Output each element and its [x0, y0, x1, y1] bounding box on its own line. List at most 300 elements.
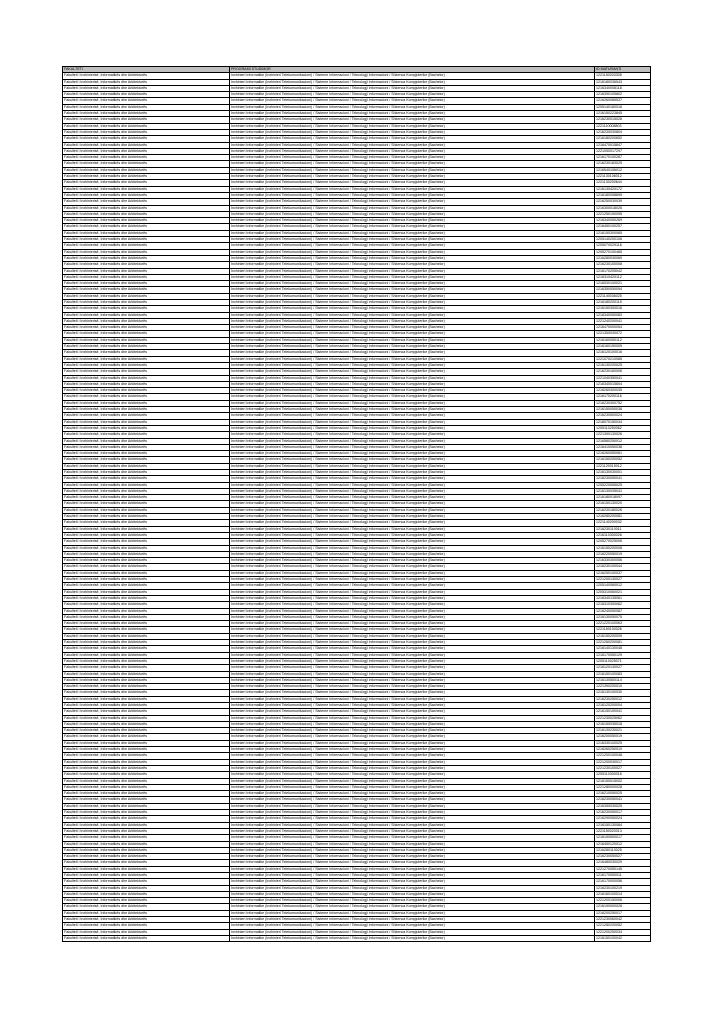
cell-program: Inxhinieri Informatike (Inxhinieri Telekomunikacioni) / Sisteme Informacioni / Teknologji Informacioni / Shkenca Kompjuterike (Bachelor) [230, 646, 595, 652]
cell-program: Inxhinieri Informatike (Inxhinieri Telekomunikacioni) / Sisteme Informacioni / Teknologji Informacioni / Shkenca Kompjuterike (Bachelor) [230, 293, 595, 299]
cell-student-id: 1216260050061 [595, 451, 651, 457]
cell-student-id: 1221200130027 [595, 577, 651, 583]
cell-program: Inxhinieri Informatike (Inxhinieri Telekomunikacioni) / Sisteme Informacioni / Teknologji Informacioni / Shkenca Kompjuterike (Bachelor) [230, 854, 595, 860]
cell-faculty: Fakulteti i Inxhinierisë, Informatikës dhe Arkitekturës [63, 791, 230, 797]
cell-program: Inxhinieri Informatike (Inxhinieri Telekomunikacioni) / Sisteme Informacioni / Teknologji Informacioni / Shkenca Kompjuterike (Bachelor) [230, 602, 595, 608]
cell-faculty: Fakulteti i Inxhinierisë, Informatikës dhe Arkitekturës [63, 854, 230, 860]
cell-program: Inxhinieri Informatike (Inxhinieri Telekomunikacioni) / Sisteme Informacioni / Teknologji Informacioni / Shkenca Kompjuterike (Bachelor) [230, 249, 595, 255]
cell-faculty: Fakulteti i Inxhinierisë, Informatikës dhe Arkitekturës [63, 923, 230, 929]
cell-student-id: 1221390130026 [595, 432, 651, 438]
cell-program: Inxhinieri Informatike (Inxhinieri Telekomunikacioni) / Sisteme Informacioni / Teknologji Informacioni / Shkenca Kompjuterike (Bachelor) [230, 419, 595, 425]
cell-program: Inxhinieri Informatike (Inxhinieri Telekomunikacioni) / Sisteme Informacioni / Teknologji Informacioni / Shkenca Kompjuterike (Bachelor) [230, 583, 595, 589]
cell-student-id: 1216330100025 [595, 740, 651, 746]
cell-student-id: 1216230300752 [595, 400, 651, 406]
cell-student-id: 1221130200644 [595, 180, 651, 186]
cell-student-id: 1216190500017 [595, 835, 651, 841]
cell-student-id: 1216150050038 [595, 407, 651, 413]
cell-faculty: Fakulteti i Inxhinierisë, Informatikës dhe Arkitekturës [63, 180, 230, 186]
cell-student-id: 1216180200115 [595, 299, 651, 305]
cell-faculty: Fakulteti i Inxhinierisë, Informatikës dhe Arkitekturës [63, 476, 230, 482]
cell-faculty: Fakulteti i Inxhinierisë, Informatikës dhe Arkitekturës [63, 621, 230, 627]
cell-program: Inxhinieri Informatike (Inxhinieri Telekomunikacioni) / Sisteme Informacioni / Teknologji Informacioni / Shkenca Kompjuterike (Bachelor) [230, 425, 595, 431]
cell-program: Inxhinieri Informatike (Inxhinieri Telekomunikacioni) / Sisteme Informacioni / Teknologji Informacioni / Shkenca Kompjuterike (Bachelor) [230, 759, 595, 765]
cell-student-id: 1221270050145 [595, 866, 651, 872]
cell-student-id: 1216150200052 [595, 457, 651, 463]
cell-faculty: Fakulteti i Inxhinierisë, Informatikës dhe Arkitekturës [63, 772, 230, 778]
cell-program: Inxhinieri Informatike (Inxhinieri Telekomunikacioni) / Sisteme Informacioni / Teknologji Informacioni / Shkenca Kompjuterike (Bachelor) [230, 526, 595, 532]
cell-faculty: Fakulteti i Inxhinierisë, Informatikës dhe Arkitekturës [63, 148, 230, 154]
cell-student-id: 1216190000028 [595, 904, 651, 910]
cell-student-id: 1221120015012 [595, 463, 651, 469]
cell-faculty: Fakulteti i Inxhinierisë, Informatikës dhe Arkitekturës [63, 199, 230, 205]
cell-program: Inxhinieri Informatike (Inxhinieri Telekomunikacioni) / Sisteme Informacioni / Teknologji Informacioni / Shkenca Kompjuterike (Bachelor) [230, 230, 595, 236]
cell-student-id: 1216170200116 [595, 394, 651, 400]
cell-faculty: Fakulteti i Inxhinierisë, Informatikës dhe Arkitekturës [63, 614, 230, 620]
cell-program: Inxhinieri Informatike (Inxhinieri Telekomunikacioni) / Sisteme Informacioni / Teknologji Informacioni / Shkenca Kompjuterike (Bachelor) [230, 702, 595, 708]
cell-program: Inxhinieri Informatike (Inxhinieri Telekomunikacioni) / Sisteme Informacioni / Teknologji Informacioni / Shkenca Kompjuterike (Bachelor) [230, 551, 595, 557]
cell-program: Inxhinieri Informatike (Inxhinieri Telekomunikacioni) / Sisteme Informacioni / Teknologji Informacioni / Shkenca Kompjuterike (Bachelor) [230, 507, 595, 513]
cell-student-id: 1216120130027 [595, 665, 651, 671]
column-header-program: PROGRAMI STUDIMOR [230, 67, 595, 73]
cell-program: Inxhinieri Informatike (Inxhinieri Telekomunikacioni) / Sisteme Informacioni / Teknologji Informacioni / Shkenca Kompjuterike (Bachelor) [230, 621, 595, 627]
cell-faculty: Fakulteti i Inxhinierisë, Informatikës dhe Arkitekturës [63, 564, 230, 570]
cell-program: Inxhinieri Informatike (Inxhinieri Telekomunikacioni) / Sisteme Informacioni / Teknologji Informacioni / Shkenca Kompjuterike (Bachelor) [230, 129, 595, 135]
cell-faculty: Fakulteti i Inxhinierisë, Informatikës dhe Arkitekturës [63, 828, 230, 834]
cell-faculty: Fakulteti i Inxhinierisë, Informatikës dhe Arkitekturës [63, 117, 230, 123]
cell-faculty: Fakulteti i Inxhinierisë, Informatikës dhe Arkitekturës [63, 331, 230, 337]
cell-faculty: Fakulteti i Inxhinierisë, Informatikës dhe Arkitekturës [63, 73, 230, 79]
cell-student-id: 1216170100287 [595, 155, 651, 161]
cell-program: Inxhinieri Informatike (Inxhinieri Telekomunikacioni) / Sisteme Informacioni / Teknologji Informacioni / Shkenca Kompjuterike (Bachelor) [230, 451, 595, 457]
cell-student-id: 1216410050038 [595, 444, 651, 450]
cell-faculty: Fakulteti i Inxhinierisë, Informatikës dhe Arkitekturës [63, 501, 230, 507]
cell-program: Inxhinieri Informatike (Inxhinieri Telekomunikacioni) / Sisteme Informacioni / Teknologji Informacioni / Shkenca Kompjuterike (Bachelor) [230, 828, 595, 834]
cell-student-id: 1216150035018 [595, 721, 651, 727]
cell-program: Inxhinieri Informatike (Inxhinieri Telekomunikacioni) / Sisteme Informacioni / Teknologji Informacioni / Shkenca Kompjuterike (Bachelor) [230, 79, 595, 85]
cell-faculty: Fakulteti i Inxhinierisë, Informatikës dhe Arkitekturës [63, 866, 230, 872]
cell-student-id: 1216390105802 [595, 92, 651, 98]
cell-program: Inxhinieri Informatike (Inxhinieri Telekomunikacioni) / Sisteme Informacioni / Teknologji Informacioni / Shkenca Kompjuterike (Bachelor) [230, 161, 595, 167]
cell-student-id: 1221230025062 [595, 715, 651, 721]
cell-student-id: 1216350050094 [595, 287, 651, 293]
cell-program: Inxhinieri Informatike (Inxhinieri Telekomunikacioni) / Sisteme Informacioni / Teknologji Informacioni / Shkenca Kompjuterike (Bachelor) [230, 803, 595, 809]
cell-faculty: Fakulteti i Inxhinierisë, Informatikës dhe Arkitekturës [63, 123, 230, 129]
cell-program: Inxhinieri Informatike (Inxhinieri Telekomunikacioni) / Sisteme Informacioni / Teknologji Informacioni / Shkenca Kompjuterike (Bachelor) [230, 199, 595, 205]
cell-faculty: Fakulteti i Inxhinierisë, Informatikës dhe Arkitekturës [63, 325, 230, 331]
cell-faculty: Fakulteti i Inxhinierisë, Informatikës dhe Arkitekturës [63, 92, 230, 98]
cell-faculty: Fakulteti i Inxhinierisë, Informatikës dhe Arkitekturës [63, 765, 230, 771]
cell-program: Inxhinieri Informatike (Inxhinieri Telekomunikacioni) / Sisteme Informacioni / Teknologji Informacioni / Shkenca Kompjuterike (Bachelor) [230, 73, 595, 79]
cell-program: Inxhinieri Informatike (Inxhinieri Telekomunikacioni) / Sisteme Informacioni / Teknologji Informacioni / Shkenca Kompjuterike (Bachelor) [230, 532, 595, 538]
cell-faculty: Fakulteti i Inxhinierisë, Informatikës dhe Arkitekturës [63, 224, 230, 230]
cell-faculty: Fakulteti i Inxhinierisë, Informatikës dhe Arkitekturës [63, 281, 230, 287]
cell-program: Inxhinieri Informatike (Inxhinieri Telekomunikacioni) / Sisteme Informacioni / Teknologji Informacioni / Shkenca Kompjuterike (Bachelor) [230, 564, 595, 570]
cell-program: Inxhinieri Informatike (Inxhinieri Telekomunikacioni) / Sisteme Informacioni / Teknologji Informacioni / Shkenca Kompjuterike (Bachelor) [230, 778, 595, 784]
cell-program: Inxhinieri Informatike (Inxhinieri Telekomunikacioni) / Sisteme Informacioni / Teknologji Informacioni / Shkenca Kompjuterike (Bachelor) [230, 350, 595, 356]
cell-faculty: Fakulteti i Inxhinierisë, Informatikës dhe Arkitekturës [63, 274, 230, 280]
cell-student-id: 1221200100048 [595, 753, 651, 759]
cell-program: Inxhinieri Informatike (Inxhinieri Telekomunikacioni) / Sisteme Informacioni / Teknologji Informacioni / Shkenca Kompjuterike (Bachelor) [230, 344, 595, 350]
cell-student-id: 1221050017297 [595, 148, 651, 154]
cell-student-id: 1216330300056 [595, 558, 651, 564]
cell-faculty: Fakulteti i Inxhinierisë, Informatikës dhe Arkitekturës [63, 243, 230, 249]
cell-program: Inxhinieri Informatike (Inxhinieri Telekomunikacioni) / Sisteme Informacioni / Teknologji Informacioni / Shkenca Kompjuterike (Bachelor) [230, 734, 595, 740]
cell-program: Inxhinieri Informatike (Inxhinieri Telekomunikacioni) / Sisteme Informacioni / Teknologji Informacioni / Shkenca Kompjuterike (Bachelor) [230, 841, 595, 847]
student-table [62, 66, 651, 942]
cell-program: Inxhinieri Informatike (Inxhinieri Telekomunikacioni) / Sisteme Informacioni / Teknologji Informacioni / Shkenca Kompjuterike (Bachelor) [230, 274, 595, 280]
cell-student-id: 1216230100044 [595, 564, 651, 570]
cell-student-id: 1221280000028 [595, 784, 651, 790]
cell-program: Inxhinieri Informatike (Inxhinieri Telekomunikacioni) / Sisteme Informacioni / Teknologji Informacioni / Shkenca Kompjuterike (Bachelor) [230, 740, 595, 746]
cell-student-id: 1216230100219 [595, 885, 651, 891]
cell-faculty: Fakulteti i Inxhinierisë, Informatikës dhe Arkitekturës [63, 885, 230, 891]
cell-student-id: 1216150200009 [595, 633, 651, 639]
cell-faculty: Fakulteti i Inxhinierisë, Informatikës dhe Arkitekturës [63, 488, 230, 494]
cell-student-id: 1216170050129 [595, 652, 651, 658]
cell-program: Inxhinieri Informatike (Inxhinieri Telekomunikacioni) / Sisteme Informacioni / Teknologji Informacioni / Shkenca Kompjuterike (Bachelor) [230, 224, 595, 230]
cell-student-id: 1216150223845 [595, 111, 651, 117]
cell-faculty: Fakulteti i Inxhinierisë, Informatikës dhe Arkitekturës [63, 79, 230, 85]
cell-faculty: Fakulteti i Inxhinierisë, Informatikës dhe Arkitekturës [63, 684, 230, 690]
cell-program: Inxhinieri Informatike (Inxhinieri Telekomunikacioni) / Sisteme Informacioni / Teknologji Informacioni / Shkenca Kompjuterike (Bachelor) [230, 413, 595, 419]
cell-student-id: 1221150203305 [595, 73, 651, 79]
cell-program: Inxhinieri Informatike (Inxhinieri Telekomunikacioni) / Sisteme Informacioni / Teknologji Informacioni / Shkenca Kompjuterike (Bachelor) [230, 243, 595, 249]
cell-faculty: Fakulteti i Inxhinierisë, Informatikës dhe Arkitekturës [63, 898, 230, 904]
cell-student-id: 1216230160006 [595, 369, 651, 375]
cell-program: Inxhinieri Informatike (Inxhinieri Telekomunikacioni) / Sisteme Informacioni / Teknologji Informacioni / Shkenca Kompjuterike (Bachelor) [230, 520, 595, 526]
cell-program: Inxhinieri Informatike (Inxhinieri Telekomunikacioni) / Sisteme Informacioni / Teknologji Informacioni / Shkenca Kompjuterike (Bachelor) [230, 438, 595, 444]
cell-student-id: 1216130100030 [595, 690, 651, 696]
cell-faculty: Fakulteti i Inxhinierisë, Informatikës dhe Arkitekturës [63, 904, 230, 910]
cell-student-id: 1216340135061 [595, 595, 651, 601]
cell-faculty: Fakulteti i Inxhinierisë, Informatikës dhe Arkitekturës [63, 375, 230, 381]
cell-faculty: Fakulteti i Inxhinierisë, Informatikës dhe Arkitekturës [63, 784, 230, 790]
cell-faculty: Fakulteti i Inxhinierisë, Informatikës dhe Arkitekturës [63, 558, 230, 564]
cell-student-id: 1205140160016 [595, 104, 651, 110]
cell-faculty: Fakulteti i Inxhinierisë, Informatikës dhe Arkitekturës [63, 835, 230, 841]
cell-program: Inxhinieri Informatike (Inxhinieri Telekomunikacioni) / Sisteme Informacioni / Teknologji Informacioni / Shkenca Kompjuterike (Bachelor) [230, 237, 595, 243]
cell-faculty: Fakulteti i Inxhinierisë, Informatikës dhe Arkitekturës [63, 495, 230, 501]
cell-faculty: Fakulteti i Inxhinierisë, Informatikës dhe Arkitekturës [63, 192, 230, 198]
cell-faculty: Fakulteti i Inxhinierisë, Informatikës dhe Arkitekturës [63, 608, 230, 614]
cell-faculty: Fakulteti i Inxhinierisë, Informatikës dhe Arkitekturës [63, 293, 230, 299]
cell-program: Inxhinieri Informatike (Inxhinieri Telekomunikacioni) / Sisteme Informacioni / Teknologji Informacioni / Shkenca Kompjuterike (Bachelor) [230, 753, 595, 759]
cell-student-id: 1205310060021 [595, 589, 651, 595]
cell-program: Inxhinieri Informatike (Inxhinieri Telekomunikacioni) / Sisteme Informacioni / Teknologji Informacioni / Shkenca Kompjuterike (Bachelor) [230, 539, 595, 545]
cell-student-id: 1216150100042 [595, 935, 651, 941]
cell-student-id: 1216230110011 [595, 526, 651, 532]
cell-faculty: Fakulteti i Inxhinierisë, Informatikës dhe Arkitekturës [63, 111, 230, 117]
cell-faculty: Fakulteti i Inxhinierisë, Informatikës dhe Arkitekturës [63, 344, 230, 350]
table-body [63, 73, 651, 942]
cell-program: Inxhinieri Informatike (Inxhinieri Telekomunikacioni) / Sisteme Informacioni / Teknologji Informacioni / Shkenca Kompjuterike (Bachelor) [230, 910, 595, 916]
cell-student-id: 1216280030069 [595, 255, 651, 261]
cell-student-id: 1221280200052 [595, 923, 651, 929]
cell-faculty: Fakulteti i Inxhinierisë, Informatikës dhe Arkitekturës [63, 810, 230, 816]
cell-faculty: Fakulteti i Inxhinierisë, Informatikës dhe Arkitekturës [63, 583, 230, 589]
cell-faculty: Fakulteti i Inxhinierisë, Informatikës dhe Arkitekturës [63, 803, 230, 809]
cell-program: Inxhinieri Informatike (Inxhinieri Telekomunikacioni) / Sisteme Informacioni / Teknologji Informacioni / Shkenca Kompjuterike (Bachelor) [230, 299, 595, 305]
cell-student-id: 1216230015026 [595, 117, 651, 123]
cell-program: Inxhinieri Informatike (Inxhinieri Telekomunikacioni) / Sisteme Informacioni / Teknologji Informacioni / Shkenca Kompjuterike (Bachelor) [230, 104, 595, 110]
cell-faculty: Fakulteti i Inxhinierisë, Informatikës dhe Arkitekturës [63, 879, 230, 885]
cell-program: Inxhinieri Informatike (Inxhinieri Telekomunikacioni) / Sisteme Informacioni / Teknologji Informacioni / Shkenca Kompjuterike (Bachelor) [230, 331, 595, 337]
cell-program: Inxhinieri Informatike (Inxhinieri Telekomunikacioni) / Sisteme Informacioni / Teknologji Informacioni / Shkenca Kompjuterike (Bachelor) [230, 501, 595, 507]
cell-program: Inxhinieri Informatike (Inxhinieri Telekomunikacioni) / Sisteme Informacioni / Teknologji Informacioni / Shkenca Kompjuterike (Bachelor) [230, 690, 595, 696]
cell-faculty: Fakulteti i Inxhinierisë, Informatikës dhe Arkitekturës [63, 797, 230, 803]
cell-student-id: 1216300018026 [595, 205, 651, 211]
cell-program: Inxhinieri Informatike (Inxhinieri Telekomunikacioni) / Sisteme Informacioni / Teknologji Informacioni / Shkenca Kompjuterike (Bachelor) [230, 155, 595, 161]
cell-student-id: 1221200030017 [595, 759, 651, 765]
cell-student-id: 1216150100041 [595, 709, 651, 715]
cell-student-id: 1216170000056 [595, 879, 651, 885]
cell-faculty: Fakulteti i Inxhinierisë, Informatikës dhe Arkitekturës [63, 728, 230, 734]
cell-program: Inxhinieri Informatike (Inxhinieri Telekomunikacioni) / Sisteme Informacioni / Teknologji Informacioni / Shkenca Kompjuterike (Bachelor) [230, 136, 595, 142]
cell-faculty: Fakulteti i Inxhinierisë, Informatikës dhe Arkitekturës [63, 451, 230, 457]
cell-faculty: Fakulteti i Inxhinierisë, Informatikës dhe Arkitekturës [63, 595, 230, 601]
cell-faculty: Fakulteti i Inxhinierisë, Informatikës dhe Arkitekturës [63, 262, 230, 268]
cell-program: Inxhinieri Informatike (Inxhinieri Telekomunikacioni) / Sisteme Informacioni / Teknologji Informacioni / Shkenca Kompjuterike (Bachelor) [230, 123, 595, 129]
cell-faculty: Fakulteti i Inxhinierisë, Informatikës dhe Arkitekturës [63, 778, 230, 784]
cell-faculty: Fakulteti i Inxhinierisë, Informatikës dhe Arkitekturës [63, 935, 230, 941]
cell-program: Inxhinieri Informatike (Inxhinieri Telekomunikacioni) / Sisteme Informacioni / Teknologji Informacioni / Shkenca Kompjuterike (Bachelor) [230, 255, 595, 261]
cell-student-id: 1216160050112 [595, 337, 651, 343]
cell-student-id: 1216140130048 [595, 646, 651, 652]
cell-program: Inxhinieri Informatike (Inxhinieri Telekomunikacioni) / Sisteme Informacioni / Teknologji Informacioni / Shkenca Kompjuterike (Bachelor) [230, 810, 595, 816]
cell-student-id: 1216280110025 [595, 847, 651, 853]
cell-faculty: Fakulteti i Inxhinierisë, Informatikës dhe Arkitekturës [63, 400, 230, 406]
cell-student-id: 1216200050019 [595, 734, 651, 740]
cell-program: Inxhinieri Informatike (Inxhinieri Telekomunikacioni) / Sisteme Informacioni / Teknologji Informacioni / Shkenca Kompjuterike (Bachelor) [230, 640, 595, 646]
cell-faculty: Fakulteti i Inxhinierisë, Informatikës dhe Arkitekturës [63, 721, 230, 727]
cell-student-id: 1216120100016 [595, 350, 651, 356]
cell-faculty: Fakulteti i Inxhinierisë, Informatikës dhe Arkitekturës [63, 551, 230, 557]
cell-faculty: Fakulteti i Inxhinierisë, Informatikës dhe Arkitekturës [63, 532, 230, 538]
cell-faculty: Fakulteti i Inxhinierisë, Informatikës dhe Arkitekturës [63, 671, 230, 677]
cell-student-id: 1216150300016 [595, 306, 651, 312]
cell-student-id: 1216350030025 [595, 803, 651, 809]
cell-program: Inxhinieri Informatike (Inxhinieri Telekomunikacioni) / Sisteme Informacioni / Teknologji Informacioni / Shkenca Kompjuterike (Bachelor) [230, 684, 595, 690]
cell-faculty: Fakulteti i Inxhinierisë, Informatikës dhe Arkitekturës [63, 640, 230, 646]
cell-faculty: Fakulteti i Inxhinierisë, Informatikës dhe Arkitekturës [63, 407, 230, 413]
cell-student-id: 1216160150005 [595, 344, 651, 350]
cell-faculty: Fakulteti i Inxhinierisë, Informatikës dhe Arkitekturës [63, 690, 230, 696]
cell-faculty: Fakulteti i Inxhinierisë, Informatikës dhe Arkitekturës [63, 740, 230, 746]
cell-faculty: Fakulteti i Inxhinierisë, Informatikës dhe Arkitekturës [63, 369, 230, 375]
cell-student-id: 1205270100465 [595, 249, 651, 255]
cell-program: Inxhinieri Informatike (Inxhinieri Telekomunikacioni) / Sisteme Informacioni / Teknologji Informacioni / Shkenca Kompjuterike (Bachelor) [230, 904, 595, 910]
cell-student-id: 1221150100026 [595, 627, 651, 633]
cell-faculty: Fakulteti i Inxhinierisë, Informatikës dhe Arkitekturës [63, 356, 230, 362]
cell-program: Inxhinieri Informatike (Inxhinieri Telekomunikacioni) / Sisteme Informacioni / Teknologji Informacioni / Shkenca Kompjuterike (Bachelor) [230, 608, 595, 614]
cell-faculty: Fakulteti i Inxhinierisë, Informatikës dhe Arkitekturës [63, 129, 230, 135]
cell-program: Inxhinieri Informatike (Inxhinieri Telekomunikacioni) / Sisteme Informacioni / Teknologji Informacioni / Shkenca Kompjuterike (Bachelor) [230, 873, 595, 879]
cell-student-id: 1221140200032 [595, 520, 651, 526]
cell-student-id: 1221070210085 [595, 356, 651, 362]
cell-faculty: Fakulteti i Inxhinierisë, Informatikës dhe Arkitekturës [63, 104, 230, 110]
cell-student-id: 1216470000054 [595, 325, 651, 331]
cell-student-id: 1216150130020 [595, 501, 651, 507]
cell-program: Inxhinieri Informatike (Inxhinieri Telekomunikacioni) / Sisteme Informacioni / Teknologji Informacioni / Shkenca Kompjuterike (Bachelor) [230, 470, 595, 476]
cell-program: Inxhinieri Informatike (Inxhinieri Telekomunikacioni) / Sisteme Informacioni / Teknologji Informacioni / Shkenca Kompjuterike (Bachelor) [230, 463, 595, 469]
cell-program: Inxhinieri Informatike (Inxhinieri Telekomunikacioni) / Sisteme Informacioni / Teknologji Informacioni / Shkenca Kompjuterike (Bachelor) [230, 98, 595, 104]
cell-student-id: 1216260250010 [595, 747, 651, 753]
cell-student-id: 1216110300026 [595, 532, 651, 538]
cell-student-id: 1216340050269 [595, 218, 651, 224]
cell-student-id: 1221150020013 [595, 828, 651, 834]
cell-student-id: 1216470015847 [595, 142, 651, 148]
column-header-faculty: FAKULTETI [63, 67, 230, 73]
cell-faculty: Fakulteti i Inxhinierisë, Informatikës dhe Arkitekturës [63, 696, 230, 702]
cell-program: Inxhinieri Informatike (Inxhinieri Telekomunikacioni) / Sisteme Informacioni / Teknologji Informacioni / Shkenca Kompjuterike (Bachelor) [230, 375, 595, 381]
cell-student-id: 1216150130084 [595, 822, 651, 828]
cell-program: Inxhinieri Informatike (Inxhinieri Telekomunikacioni) / Sisteme Informacioni / Teknologji Informacioni / Shkenca Kompjuterike (Bachelor) [230, 369, 595, 375]
cell-program: Inxhinieri Informatike (Inxhinieri Telekomunikacioni) / Sisteme Informacioni / Teknologji Informacioni / Shkenca Kompjuterike (Bachelor) [230, 192, 595, 198]
cell-program: Inxhinieri Informatike (Inxhinieri Telekomunikacioni) / Sisteme Informacioni / Teknologji Informacioni / Shkenca Kompjuterike (Bachelor) [230, 495, 595, 501]
cell-student-id: 1216260085537 [595, 98, 651, 104]
cell-program: Inxhinieri Informatike (Inxhinieri Telekomunikacioni) / Sisteme Informacioni / Teknologji Informacioni / Shkenca Kompjuterike (Bachelor) [230, 784, 595, 790]
cell-student-id: 1216130050075 [595, 614, 651, 620]
cell-faculty: Fakulteti i Inxhinierisë, Informatikës dhe Arkitekturës [63, 570, 230, 576]
cell-student-id: 1216180036543 [595, 79, 651, 85]
cell-student-id: 1216230050017 [595, 810, 651, 816]
cell-faculty: Fakulteti i Inxhinierisë, Informatikës dhe Arkitekturës [63, 249, 230, 255]
cell-faculty: Fakulteti i Inxhinierisë, Informatikës dhe Arkitekturës [63, 438, 230, 444]
cell-faculty: Fakulteti i Inxhinierisë, Informatikës dhe Arkitekturës [63, 891, 230, 897]
cell-student-id: 1216230180026 [595, 507, 651, 513]
cell-faculty: Fakulteti i Inxhinierisë, Informatikës dhe Arkitekturës [63, 237, 230, 243]
cell-program: Inxhinieri Informatike (Inxhinieri Telekomunikacioni) / Sisteme Informacioni / Teknologji Informacioni / Shkenca Kompjuterike (Bachelor) [230, 847, 595, 853]
cell-program: Inxhinieri Informatike (Inxhinieri Telekomunikacioni) / Sisteme Informacioni / Teknologji Informacioni / Shkenca Kompjuterike (Bachelor) [230, 935, 595, 941]
cell-faculty: Fakulteti i Inxhinierisë, Informatikës dhe Arkitekturës [63, 337, 230, 343]
cell-faculty: Fakulteti i Inxhinierisë, Informatikës dhe Arkitekturës [63, 218, 230, 224]
cell-faculty: Fakulteti i Inxhinierisë, Informatikës dhe Arkitekturës [63, 847, 230, 853]
cell-faculty: Fakulteti i Inxhinierisë, Informatikës dhe Arkitekturës [63, 312, 230, 318]
cell-faculty: Fakulteti i Inxhinierisë, Informatikës dhe Arkitekturës [63, 929, 230, 935]
cell-program: Inxhinieri Informatike (Inxhinieri Telekomunikacioni) / Sisteme Informacioni / Teknologji Informacioni / Shkenca Kompjuterike (Bachelor) [230, 709, 595, 715]
cell-program: Inxhinieri Informatike (Inxhinieri Telekomunikacioni) / Sisteme Informacioni / Teknologji Informacioni / Shkenca Kompjuterike (Bachelor) [230, 432, 595, 438]
cell-faculty: Fakulteti i Inxhinierisë, Informatikës dhe Arkitekturës [63, 425, 230, 431]
cell-faculty: Fakulteti i Inxhinierisë, Informatikës dhe Arkitekturës [63, 413, 230, 419]
cell-faculty: Fakulteti i Inxhinierisë, Informatikës dhe Arkitekturës [63, 161, 230, 167]
cell-program: Inxhinieri Informatike (Inxhinieri Telekomunikacioni) / Sisteme Informacioni / Teknologji Informacioni / Shkenca Kompjuterike (Bachelor) [230, 205, 595, 211]
cell-program: Inxhinieri Informatike (Inxhinieri Telekomunikacioni) / Sisteme Informacioni / Teknologji Informacioni / Shkenca Kompjuterike (Bachelor) [230, 665, 595, 671]
cell-program: Inxhinieri Informatike (Inxhinieri Telekomunikacioni) / Sisteme Informacioni / Teknologji Informacioni / Shkenca Kompjuterike (Bachelor) [230, 545, 595, 551]
cell-program: Inxhinieri Informatike (Inxhinieri Telekomunikacioni) / Sisteme Informacioni / Teknologji Informacioni / Shkenca Kompjuterike (Bachelor) [230, 318, 595, 324]
cell-student-id: 1216130200025 [595, 362, 651, 368]
cell-student-id: 1221140036025 [595, 293, 651, 299]
cell-program: Inxhinieri Informatike (Inxhinieri Telekomunikacioni) / Sisteme Informacioni / Teknologji Informacioni / Shkenca Kompjuterike (Bachelor) [230, 866, 595, 872]
cell-program: Inxhinieri Informatike (Inxhinieri Telekomunikacioni) / Sisteme Informacioni / Teknologji Informacioni / Shkenca Kompjuterike (Bachelor) [230, 671, 595, 677]
cell-faculty: Fakulteti i Inxhinierisë, Informatikës dhe Arkitekturës [63, 658, 230, 664]
cell-faculty: Fakulteti i Inxhinierisë, Informatikës dhe Arkitekturës [63, 715, 230, 721]
cell-program: Inxhinieri Informatike (Inxhinieri Telekomunikacioni) / Sisteme Informacioni / Teknologji Informacioni / Shkenca Kompjuterike (Bachelor) [230, 891, 595, 897]
cell-program: Inxhinieri Informatike (Inxhinieri Telekomunikacioni) / Sisteme Informacioni / Teknologji Informacioni / Shkenca Kompjuterike (Bachelor) [230, 885, 595, 891]
cell-faculty: Fakulteti i Inxhinierisë, Informatikës dhe Arkitekturës [63, 230, 230, 236]
cell-student-id: 1205110300016 [595, 772, 651, 778]
cell-student-id: 1205140060012 [595, 583, 651, 589]
cell-student-id: 1216170205042 [595, 268, 651, 274]
cell-student-id: 1216150100083 [595, 671, 651, 677]
cell-faculty: Fakulteti i Inxhinierisë, Informatikës dhe Arkitekturës [63, 589, 230, 595]
cell-faculty: Fakulteti i Inxhinierisë, Informatikës dhe Arkitekturës [63, 362, 230, 368]
cell-student-id: 1216160100014 [595, 891, 651, 897]
cell-program: Inxhinieri Informatike (Inxhinieri Telekomunikacioni) / Sisteme Informacioni / Teknologji Informacioni / Shkenca Kompjuterike (Bachelor) [230, 312, 595, 318]
cell-program: Inxhinieri Informatike (Inxhinieri Telekomunikacioni) / Sisteme Informacioni / Teknologji Informacioni / Shkenca Kompjuterike (Bachelor) [230, 721, 595, 727]
cell-student-id: 1221220100063 [595, 621, 651, 627]
cell-program: Inxhinieri Informatike (Inxhinieri Telekomunikacioni) / Sisteme Informacioni / Teknologji Informacioni / Shkenca Kompjuterike (Bachelor) [230, 186, 595, 192]
cell-student-id: 1205140200106 [595, 237, 651, 243]
cell-program: Inxhinieri Informatike (Inxhinieri Telekomunikacioni) / Sisteme Informacioni / Teknologji Informacioni / Shkenca Kompjuterike (Bachelor) [230, 860, 595, 866]
cell-faculty: Fakulteti i Inxhinierisë, Informatikës dhe Arkitekturës [63, 759, 230, 765]
cell-program: Inxhinieri Informatike (Inxhinieri Telekomunikacioni) / Sisteme Informacioni / Teknologji Informacioni / Shkenca Kompjuterike (Bachelor) [230, 917, 595, 923]
cell-student-id: 1216180200652 [595, 136, 651, 142]
cell-program: Inxhinieri Informatike (Inxhinieri Telekomunikacioni) / Sisteme Informacioni / Teknologji Informacioni / Shkenca Kompjuterike (Bachelor) [230, 822, 595, 828]
cell-program: Inxhinieri Informatike (Inxhinieri Telekomunikacioni) / Sisteme Informacioni / Teknologji Informacioni / Shkenca Kompjuterike (Bachelor) [230, 388, 595, 394]
cell-program: Inxhinieri Informatike (Inxhinieri Telekomunikacioni) / Sisteme Informacioni / Teknologji Informacioni / Shkenca Kompjuterike (Bachelor) [230, 577, 595, 583]
cell-program: Inxhinieri Informatike (Inxhinieri Telekomunikacioni) / Sisteme Informacioni / Teknologji Informacioni / Shkenca Kompjuterike (Bachelor) [230, 652, 595, 658]
cell-faculty: Fakulteti i Inxhinierisë, Informatikës dhe Arkitekturës [63, 142, 230, 148]
cell-program: Inxhinieri Informatike (Inxhinieri Telekomunikacioni) / Sisteme Informacioni / Teknologji Informacioni / Shkenca Kompjuterike (Bachelor) [230, 633, 595, 639]
cell-student-id: 1216150200008 [595, 545, 651, 551]
cell-student-id: 1221390200010 [595, 684, 651, 690]
cell-faculty: Fakulteti i Inxhinierisë, Informatikës dhe Arkitekturës [63, 419, 230, 425]
cell-student-id: 1216310300062 [595, 602, 651, 608]
cell-faculty: Fakulteti i Inxhinierisë, Informatikës dhe Arkitekturës [63, 174, 230, 180]
cell-faculty: Fakulteti i Inxhinierisë, Informatikës dhe Arkitekturës [63, 652, 230, 658]
cell-faculty: Fakulteti i Inxhinierisë, Informatikës dhe Arkitekturës [63, 910, 230, 916]
cell-faculty: Fakulteti i Inxhinierisë, Informatikës dhe Arkitekturës [63, 677, 230, 683]
cell-program: Inxhinieri Informatike (Inxhinieri Telekomunikacioni) / Sisteme Informacioni / Teknologji Informacioni / Shkenca Kompjuterike (Bachelor) [230, 306, 595, 312]
cell-student-id: 1216180058895 [595, 192, 651, 198]
cell-faculty: Fakulteti i Inxhinierisë, Informatikës dhe Arkitekturës [63, 520, 230, 526]
cell-faculty: Fakulteti i Inxhinierisë, Informatikës dhe Arkitekturës [63, 136, 230, 142]
cell-program: Inxhinieri Informatike (Inxhinieri Telekomunikacioni) / Sisteme Informacioni / Teknologji Informacioni / Shkenca Kompjuterike (Bachelor) [230, 923, 595, 929]
cell-faculty: Fakulteti i Inxhinierisë, Informatikës dhe Arkitekturës [63, 545, 230, 551]
cell-student-id: 1205110250062 [595, 425, 651, 431]
cell-program: Inxhinieri Informatike (Inxhinieri Telekomunikacioni) / Sisteme Informacioni / Teknologji Informacioni / Shkenca Kompjuterike (Bachelor) [230, 476, 595, 482]
cell-student-id: 1216230050027 [595, 854, 651, 860]
cell-student-id: 1216230050041 [595, 797, 651, 803]
cell-student-id: 1216580250012 [595, 438, 651, 444]
cell-student-id: 1221230100027 [595, 765, 651, 771]
cell-program: Inxhinieri Informatike (Inxhinieri Telekomunikacioni) / Sisteme Informacioni / Teknologji Informacioni / Shkenca Kompjuterike (Bachelor) [230, 287, 595, 293]
cell-student-id: 1216170050011 [595, 873, 651, 879]
cell-student-id: 1216150015002 [595, 778, 651, 784]
cell-program: Inxhinieri Informatike (Inxhinieri Telekomunikacioni) / Sisteme Informacioni / Teknologji Informacioni / Shkenca Kompjuterike (Bachelor) [230, 898, 595, 904]
cell-faculty: Fakulteti i Inxhinierisë, Informatikës dhe Arkitekturës [63, 507, 230, 513]
cell-program: Inxhinieri Informatike (Inxhinieri Telekomunikacioni) / Sisteme Informacioni / Teknologji Informacioni / Shkenca Kompjuterike (Bachelor) [230, 728, 595, 734]
cell-faculty: Fakulteti i Inxhinierisë, Informatikës dhe Arkitekturës [63, 444, 230, 450]
cell-faculty: Fakulteti i Inxhinierisë, Informatikës dhe Arkitekturës [63, 299, 230, 305]
cell-student-id: 1221200250034 [595, 929, 651, 935]
cell-faculty: Fakulteti i Inxhinierisë, Informatikës dhe Arkitekturës [63, 734, 230, 740]
cell-program: Inxhinieri Informatike (Inxhinieri Telekomunikacioni) / Sisteme Informacioni / Teknologji Informacioni / Shkenca Kompjuterike (Bachelor) [230, 677, 595, 683]
cell-student-id: 1216340008118 [595, 85, 651, 91]
cell-faculty: Fakulteti i Inxhinierisë, Informatikës dhe Arkitekturës [63, 747, 230, 753]
cell-faculty: Fakulteti i Inxhinierisë, Informatikës dhe Arkitekturës [63, 633, 230, 639]
cell-student-id: 1205270025006 [595, 539, 651, 545]
cell-program: Inxhinieri Informatike (Inxhinieri Telekomunikacioni) / Sisteme Informacioni / Teknologji Informacioni / Shkenca Kompjuterike (Bachelor) [230, 791, 595, 797]
cell-faculty: Fakulteti i Inxhinierisë, Informatikës dhe Arkitekturës [63, 627, 230, 633]
cell-student-id: 1216180018097 [595, 495, 651, 501]
cell-student-id: 1216130500114 [595, 677, 651, 683]
cell-program: Inxhinieri Informatike (Inxhinieri Telekomunikacioni) / Sisteme Informacioni / Teknologji Informacioni / Shkenca Kompjuterike (Bachelor) [230, 92, 595, 98]
cell-faculty: Fakulteti i Inxhinierisë, Informatikës dhe Arkitekturës [63, 917, 230, 923]
cell-program: Inxhinieri Informatike (Inxhinieri Telekomunikacioni) / Sisteme Informacioni / Teknologji Informacioni / Shkenca Kompjuterike (Bachelor) [230, 816, 595, 822]
cell-faculty: Fakulteti i Inxhinierisë, Informatikës dhe Arkitekturës [63, 167, 230, 173]
cell-student-id: 1221250190095 [595, 211, 651, 217]
